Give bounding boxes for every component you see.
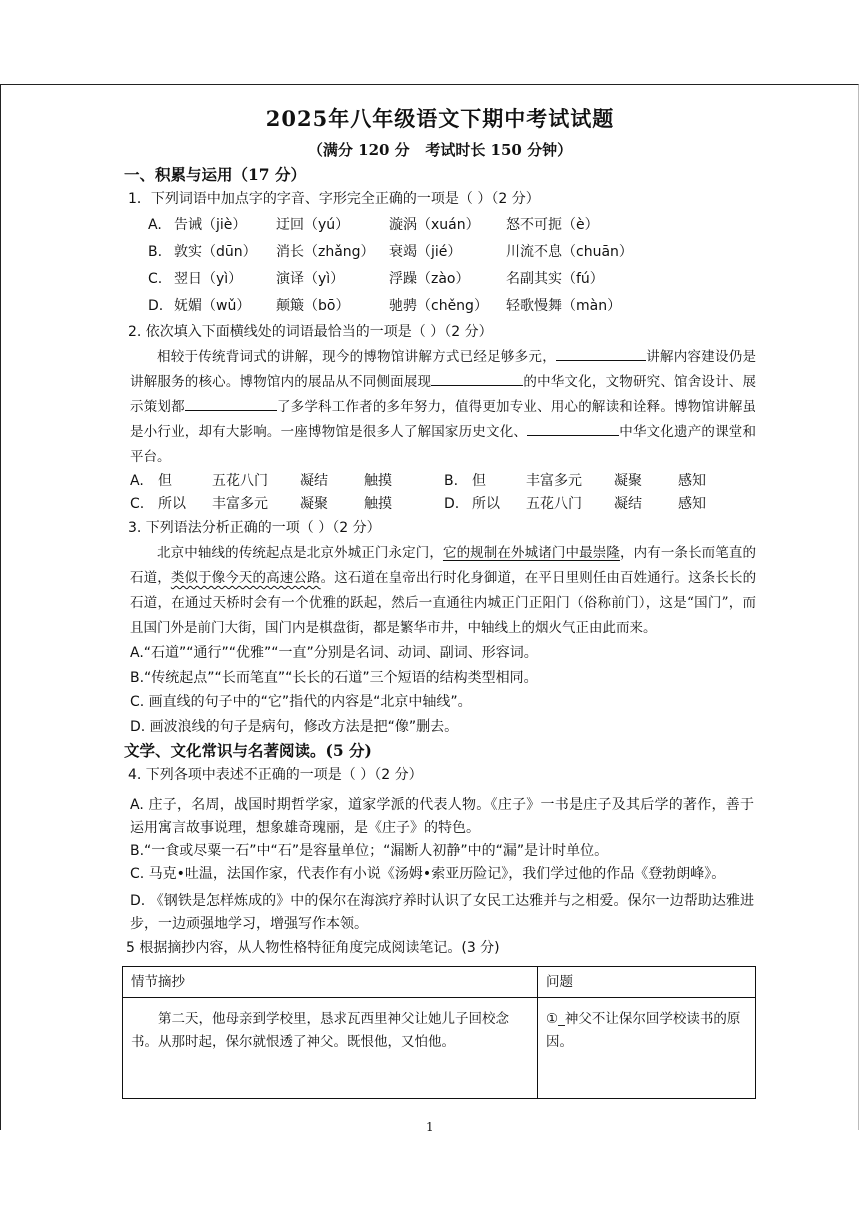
passage-text: ，在通过天桥时会有一个 [157, 595, 309, 611]
choice-word: 凝聚 [300, 496, 328, 512]
question-3-option-d: D. 画波浪线的句子是病句，修改方法是把“像”删去。 [130, 718, 459, 735]
question-4-option-b: B.“一食或尽粟一石”中“石”是容量单位；“漏断人初静”中的“漏”是计时单位。 [130, 843, 609, 859]
col-header-question: 问题 [538, 967, 756, 998]
choice-word: 感知 [678, 473, 706, 489]
question-4-option-c: C. 马克•吐温，法国作家，代表作有小说《汤姆•索亚历险记》，我们学过他的作品《登勃朗峰》。 [130, 866, 726, 882]
passage-text: 通往内城正门正阳门（俗称前门），这是“国门”，而且国门外是前门大街，国门内是棋盘街，都是繁华市井，中轴线上的烟火气正由此而来。 [130, 595, 757, 636]
option-word: 轻歌慢舞（màn） [506, 298, 622, 314]
choice-row [130, 493, 758, 516]
choice-letter: C. [130, 496, 145, 512]
table-row [123, 998, 756, 1099]
option-letter: C. [148, 271, 163, 287]
option-word: 驰骋（chěng） [389, 298, 488, 314]
table-header-row [123, 967, 756, 998]
option-word: 妩媚（wǔ） [174, 298, 251, 314]
answer-blank-4[interactable] [527, 421, 619, 436]
passage-text: 的跃起，然后 [336, 595, 419, 611]
question-3-passage [130, 541, 756, 641]
passage-text: 的石道， [130, 545, 757, 586]
passage-text: 传统起点 [238, 545, 294, 561]
question-2-choices [130, 470, 758, 516]
choice-word: 但 [472, 473, 486, 489]
question-4-stem: 4. 下列各项中表述不正确的一项是（ ）（2 分） [128, 767, 423, 783]
option-row-c [148, 266, 758, 293]
straight-underlined-sentence: 它的规制在外城诸门中最崇隆 [442, 545, 620, 561]
passage-text: 是北京外城正门永定门， [293, 545, 443, 561]
passage-text: 。这 [320, 570, 348, 586]
excerpt-cell: 第二天，他母亲到学校里，恳求瓦西里神父让她儿子回校念书。从那时起，保尔就恨透了神父。既恨他，又怕他。 [123, 998, 538, 1099]
option-word: 演译（yì） [276, 271, 345, 287]
choice-letter: B. [444, 473, 459, 489]
option-word: 漩涡（xuán） [389, 217, 480, 233]
choice-word: 凝结 [614, 496, 642, 512]
choice-d [444, 493, 758, 516]
option-row-b [148, 239, 758, 266]
choice-word: 凝结 [300, 473, 328, 489]
choice-word: 凝聚 [614, 473, 642, 489]
answer-blank-1[interactable] [556, 346, 646, 361]
passage-text: 北京中轴线的 [157, 545, 239, 561]
choice-word: 丰富多元 [212, 496, 268, 512]
option-word: 怒不可扼（è） [506, 217, 599, 233]
choice-letter: A. [130, 473, 144, 489]
passage-text: 优雅 [308, 595, 337, 611]
passage-text: 相较于传统背词式的讲解，现今的博物馆讲解方式已经足够多元， [157, 349, 556, 365]
question-3-stem: 3. 下列语法分析正确的一项（ ）（2 分） [128, 520, 381, 536]
passage-text: 中华文化遗产的课堂和平台。 [130, 424, 757, 465]
passage-text: 一直 [418, 595, 447, 611]
passage-text: 。这条 [674, 570, 716, 586]
choice-word: 触摸 [364, 473, 392, 489]
option-word: 翌日（yì） [174, 271, 243, 287]
option-letter: A. [148, 217, 162, 233]
question-1-stem: 1．下列词语中加点字的字音、字形完全正确的一项是（ ）（2 分） [128, 191, 540, 207]
option-word: 衰竭（jié） [389, 244, 462, 260]
passage-text: 长长的石道 [130, 570, 757, 611]
option-word: 颠簸（bō） [276, 298, 350, 314]
passage-text: 讲解内容建设仍是讲解服务的核心。博物馆内的展品从不同侧面展现 [130, 349, 757, 390]
option-row-a [148, 212, 758, 239]
passage-text: 长而笔直 [688, 545, 743, 561]
choice-word: 丰富多元 [526, 473, 582, 489]
question-cell[interactable]: ①_神父不让保尔回学校读书的原因。 [538, 998, 756, 1099]
col-header-excerpt: 情节摘抄 [123, 967, 538, 998]
option-word: 川流不息（chuān） [506, 244, 633, 260]
section-2-heading: 文学、文化常识与名著阅读。(5 分) [124, 741, 372, 760]
question-4-option-d: D. 《钢铁是怎样炼成的》中的保尔在海滨疗养时认识了女民工达雅并与之相爱。保尔一边帮助达雅进步，一边顽强地学习，增强写作本领。 [130, 893, 754, 932]
passage-text: 石道 [347, 570, 376, 586]
passage-text: ，内有一条 [619, 545, 689, 561]
option-letter: B. [148, 244, 163, 260]
choice-letter: D. [444, 496, 460, 512]
choice-word: 五花八门 [526, 496, 582, 512]
reading-notes-table [122, 966, 756, 1099]
wavy-underlined-sentence: 类似于像今天的高速公路 [170, 570, 321, 586]
question-3-option-a: A.“石道”“通行”“优雅”“一直”分别是名词、动词、副词、形容词。 [130, 645, 538, 661]
option-word: 浮躁（zào） [389, 271, 470, 287]
option-row-d [148, 293, 758, 320]
option-word: 敦实（dūn） [174, 244, 257, 260]
question-2-stem: 2. 依次填入下面横线处的词语最恰当的一项是（ ）（2 分） [128, 324, 493, 340]
passage-text: 通行 [647, 570, 675, 586]
choice-row [130, 470, 758, 493]
exam-subtitle: （满分 120 分 考试时长 150 分钟） [307, 141, 573, 159]
question-3-option-c: C. 画直线的句子中的“它”指代的内容是“北京中轴线”。 [130, 694, 472, 710]
option-word: 名副其实（fú） [506, 271, 604, 287]
choice-word: 感知 [678, 496, 706, 512]
question-4-option-a: A. 庄子，名周，战国时期哲学家，道家学派的代表人物。《庄子》一书是庄子及其后学的著作，善于运用寓言故事说理，想象雄奇瑰丽，是《庄子》的特色。 [130, 797, 754, 836]
option-word: 告诫（jiè） [174, 217, 247, 233]
choice-word: 但 [158, 473, 172, 489]
choice-a [130, 470, 444, 493]
choice-word: 触摸 [364, 496, 392, 512]
choice-c [130, 493, 444, 516]
question-5-stem: 5 根据摘抄内容，从人物性格特征角度完成阅读笔记。(3 分) [126, 940, 500, 956]
question-2-passage [130, 345, 756, 470]
option-word: 迂回（yú） [276, 217, 350, 233]
answer-blank-2[interactable] [431, 371, 523, 386]
question-1-options [148, 212, 758, 320]
choice-b [444, 470, 758, 493]
choice-word: 所以 [472, 496, 500, 512]
section-1-heading: 一、积累与运用（17 分） [124, 165, 306, 184]
choice-word: 五花八门 [212, 473, 268, 489]
answer-blank-3[interactable] [185, 396, 277, 411]
exam-content [122, 104, 758, 961]
passage-text: 的中华文化，文物研究、馆舍设计、展示策划都 [130, 374, 757, 415]
passage-text: 了多学科工作者的多年努力，值得更加专业、用心的解读和诠释。博物馆讲解虽是小行业，却有大影响。一座博物馆是很多人了解国家历史文化、 [130, 399, 757, 440]
page-number: 1 [426, 1120, 434, 1134]
passage-text: 在皇帝出行时化身御道，在平日里则任由百姓 [375, 570, 648, 586]
question-3-option-b: B.“传统起点”“长而笔直”“长长的石道”三个短语的结构类型相同。 [130, 669, 538, 686]
exam-title: 2025年八年级语文下期中考试试题 [265, 106, 615, 131]
option-letter: D. [148, 298, 164, 314]
choice-word: 所以 [158, 496, 186, 512]
option-word: 消长（zhǎng） [276, 244, 375, 260]
